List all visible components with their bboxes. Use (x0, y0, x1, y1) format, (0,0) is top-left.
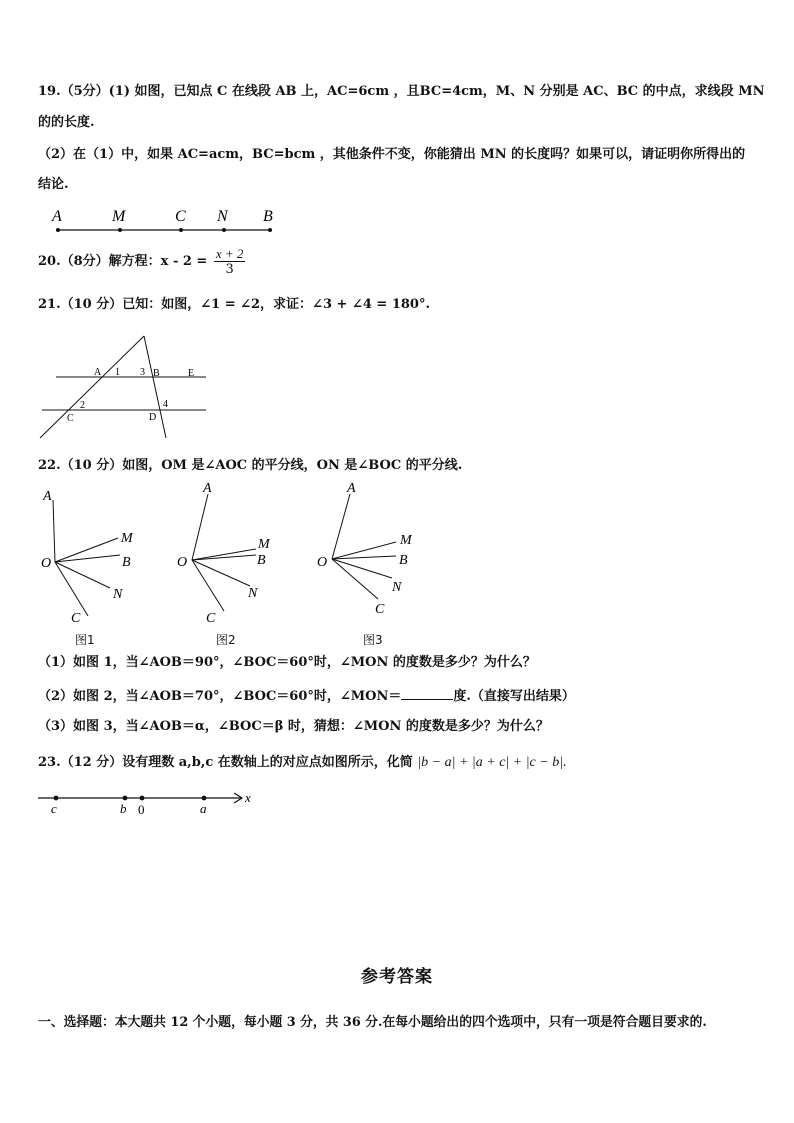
q20-numerator: x + 2 (215, 246, 244, 261)
transversal-ac (40, 336, 144, 438)
label-m: M (112, 208, 126, 225)
point-c-dot (54, 796, 59, 801)
ray-ob (192, 555, 256, 560)
q21-line: 21.（10 分）已知：如图，∠1 = ∠2，求证：∠3 + ∠4 = 180°. (38, 297, 430, 312)
q22-sub2 (38, 687, 575, 705)
label-a: A (347, 481, 356, 496)
point-a-dot (202, 796, 207, 801)
angle-3-label: 3 (140, 367, 145, 378)
label-o: O (177, 555, 188, 570)
ray-oa (53, 500, 55, 562)
label-o: O (41, 556, 52, 571)
label-c: C (71, 611, 81, 626)
label-a: A (203, 481, 212, 496)
ray-on (332, 559, 392, 578)
q20-denominator: 3 (225, 262, 234, 277)
label-c: C (375, 602, 385, 617)
label-a: a (200, 801, 207, 816)
caption-figure-3: 图3 (363, 633, 383, 647)
q19-line2: 的的长度. (38, 115, 95, 130)
answer-blank (401, 687, 453, 700)
point-n-dot (222, 228, 226, 232)
label-n: N (248, 586, 258, 601)
label-d: D (149, 412, 157, 423)
q20-prefix: 20.（8分）解方程：x - 2 = (38, 254, 208, 269)
caption-figure-2: 图2 (216, 633, 236, 647)
point-a-dot (56, 228, 60, 232)
point-c-dot (179, 228, 183, 232)
label-a: A (94, 367, 102, 378)
point-b-dot (268, 228, 272, 232)
label-c: C (206, 611, 216, 626)
point-m-dot (118, 228, 122, 232)
label-c: C (67, 413, 74, 424)
answers-title: 参考答案 (361, 967, 433, 987)
q19-segment-figure (44, 204, 284, 238)
point-0-dot (140, 796, 145, 801)
q21-parallel-figure (36, 330, 211, 442)
q22-figure-3 (314, 480, 424, 630)
label-b: B (122, 555, 131, 570)
label-zero: 0 (138, 802, 145, 817)
q22-sub2-a: （2）如图 2，当∠AOB＝70°，∠BOC＝60°时，∠MON＝ (38, 689, 402, 704)
q19-line1: 19.（5分）(1) 如图，已知点 C 在线段 AB 上，AC=6cm ，且BC=4cm，M、N 分别是 AC、BC 的中点，求线段 MN (38, 84, 765, 99)
q22-figure-1 (38, 480, 148, 630)
angle-2-label: 2 (80, 400, 85, 411)
ray-oc (332, 559, 378, 599)
label-x: x (245, 790, 251, 805)
q23-prefix: 23.（12 分）设有理数 a,b,c 在数轴上的对应点如图所示，化简 (38, 755, 413, 770)
label-m: M (400, 533, 412, 548)
q22-sub1: （1）如图 1，当∠AOB＝90°，∠BOC＝60°时，∠MON 的度数是多少？为什么？ (38, 655, 536, 670)
label-b: B (263, 208, 273, 225)
label-b: b (120, 801, 127, 816)
label-c: c (51, 801, 57, 816)
q22-sub3: （3）如图 3，当∠AOB＝α，∠BOC＝β 时，猜想：∠MON 的度数是多少？为什么？ (38, 719, 549, 734)
q23-line (38, 755, 567, 771)
angle-1-label: 1 (115, 367, 120, 378)
q19-line4: 结论. (38, 177, 69, 192)
ray-oa (332, 494, 350, 559)
q20-line (38, 246, 245, 277)
label-m: M (258, 537, 270, 552)
label-b: B (153, 368, 160, 379)
q22-intro: 22.（10 分）如图，OM 是∠AOC 的平分线，ON 是∠BOC 的平分线. (38, 458, 463, 473)
label-a: A (52, 208, 62, 225)
caption-figure-1: 图1 (75, 633, 95, 647)
q20-fraction (214, 246, 246, 277)
label-a: A (43, 489, 52, 504)
label-e: E (188, 368, 195, 379)
q23-expression: |b − a| + |a + c| + |c − b|. (417, 755, 567, 770)
answers-section-1: 一、选择题：本大题共 12 个小题，每小题 3 分，共 36 分.在每小题给出的四个选项中，只有一项是符合题目要求的. (38, 1015, 707, 1030)
angle-4-label: 4 (163, 399, 168, 410)
q19-line3: （2）在（1）中，如果 AC=acm，BC=bcm ，其他条件不变，你能猜出 MN 的长度吗？如果可以，请证明你所得出的 (38, 147, 746, 162)
q23-number-line (36, 788, 261, 820)
label-n: N (392, 580, 402, 595)
ray-oa (192, 494, 208, 560)
label-m: M (121, 531, 133, 546)
label-n: N (217, 208, 228, 225)
label-b: B (399, 553, 408, 568)
q22-figure-2 (174, 480, 284, 630)
label-n: N (113, 587, 123, 602)
q22-sub2-b: 度.（直接写出结果） (453, 689, 575, 704)
label-o: O (317, 555, 328, 570)
label-c: C (175, 208, 186, 225)
point-b-dot (123, 796, 128, 801)
ray-om (192, 549, 256, 560)
label-b: B (257, 553, 266, 568)
